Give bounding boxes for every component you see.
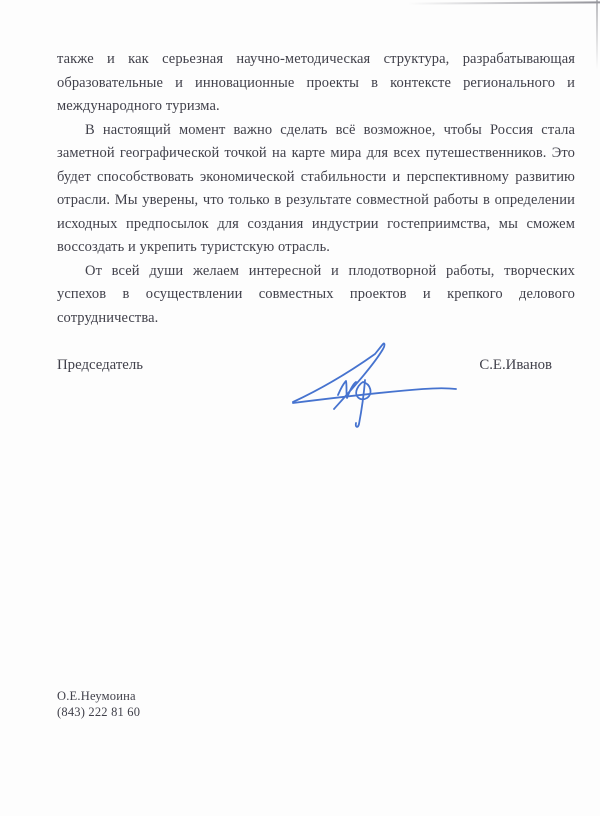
text-line: будет способствовать экономической стабильности и перспективному развитию bbox=[57, 168, 575, 185]
text-line: заметной географической точкой на карте мира для всех путешественников. Это bbox=[57, 145, 575, 161]
text-line: отрасли. Мы уверены, что только в результате совместной работы в определении bbox=[57, 192, 575, 208]
signatory-title: Председатель bbox=[57, 357, 143, 373]
text-line: успехов в осуществлении совместных проектов и крепкого делового bbox=[57, 286, 575, 302]
text-line: образовательные и инновационные проекты в контексте регионального и bbox=[57, 74, 575, 91]
contact-name: О.Е.Неумоина bbox=[57, 689, 136, 703]
text-line: также и как серьезная научно-методическая структура, разрабатывающая bbox=[57, 51, 575, 67]
paragraph bbox=[57, 48, 575, 119]
paragraph bbox=[57, 260, 575, 331]
paragraph bbox=[57, 119, 575, 260]
text-line: исходных предпосылок для создания индустрии гостеприимства, мы сможем bbox=[57, 215, 575, 232]
text-line: В настоящий момент важно сделать всё возможное, чтобы Россия стала bbox=[85, 121, 575, 138]
scan-artifact-right-line bbox=[596, 0, 598, 70]
text-line: сотрудничества. bbox=[57, 309, 159, 326]
contact-phone: (843) 222 81 60 bbox=[57, 704, 141, 719]
handwritten-signature-ink bbox=[283, 336, 463, 431]
text-line: воссоздать и укрепить туристскую отрасль. bbox=[57, 239, 331, 255]
contact-block bbox=[57, 689, 140, 720]
letter-body bbox=[57, 48, 575, 330]
text-line: международного туризма. bbox=[57, 98, 220, 114]
signatory-name: С.Е.Иванов bbox=[479, 357, 552, 373]
text-line: От всей души желаем интересной и плодотворной работы, творческих bbox=[85, 262, 575, 279]
scan-artifact-top-line bbox=[408, 1, 600, 4]
